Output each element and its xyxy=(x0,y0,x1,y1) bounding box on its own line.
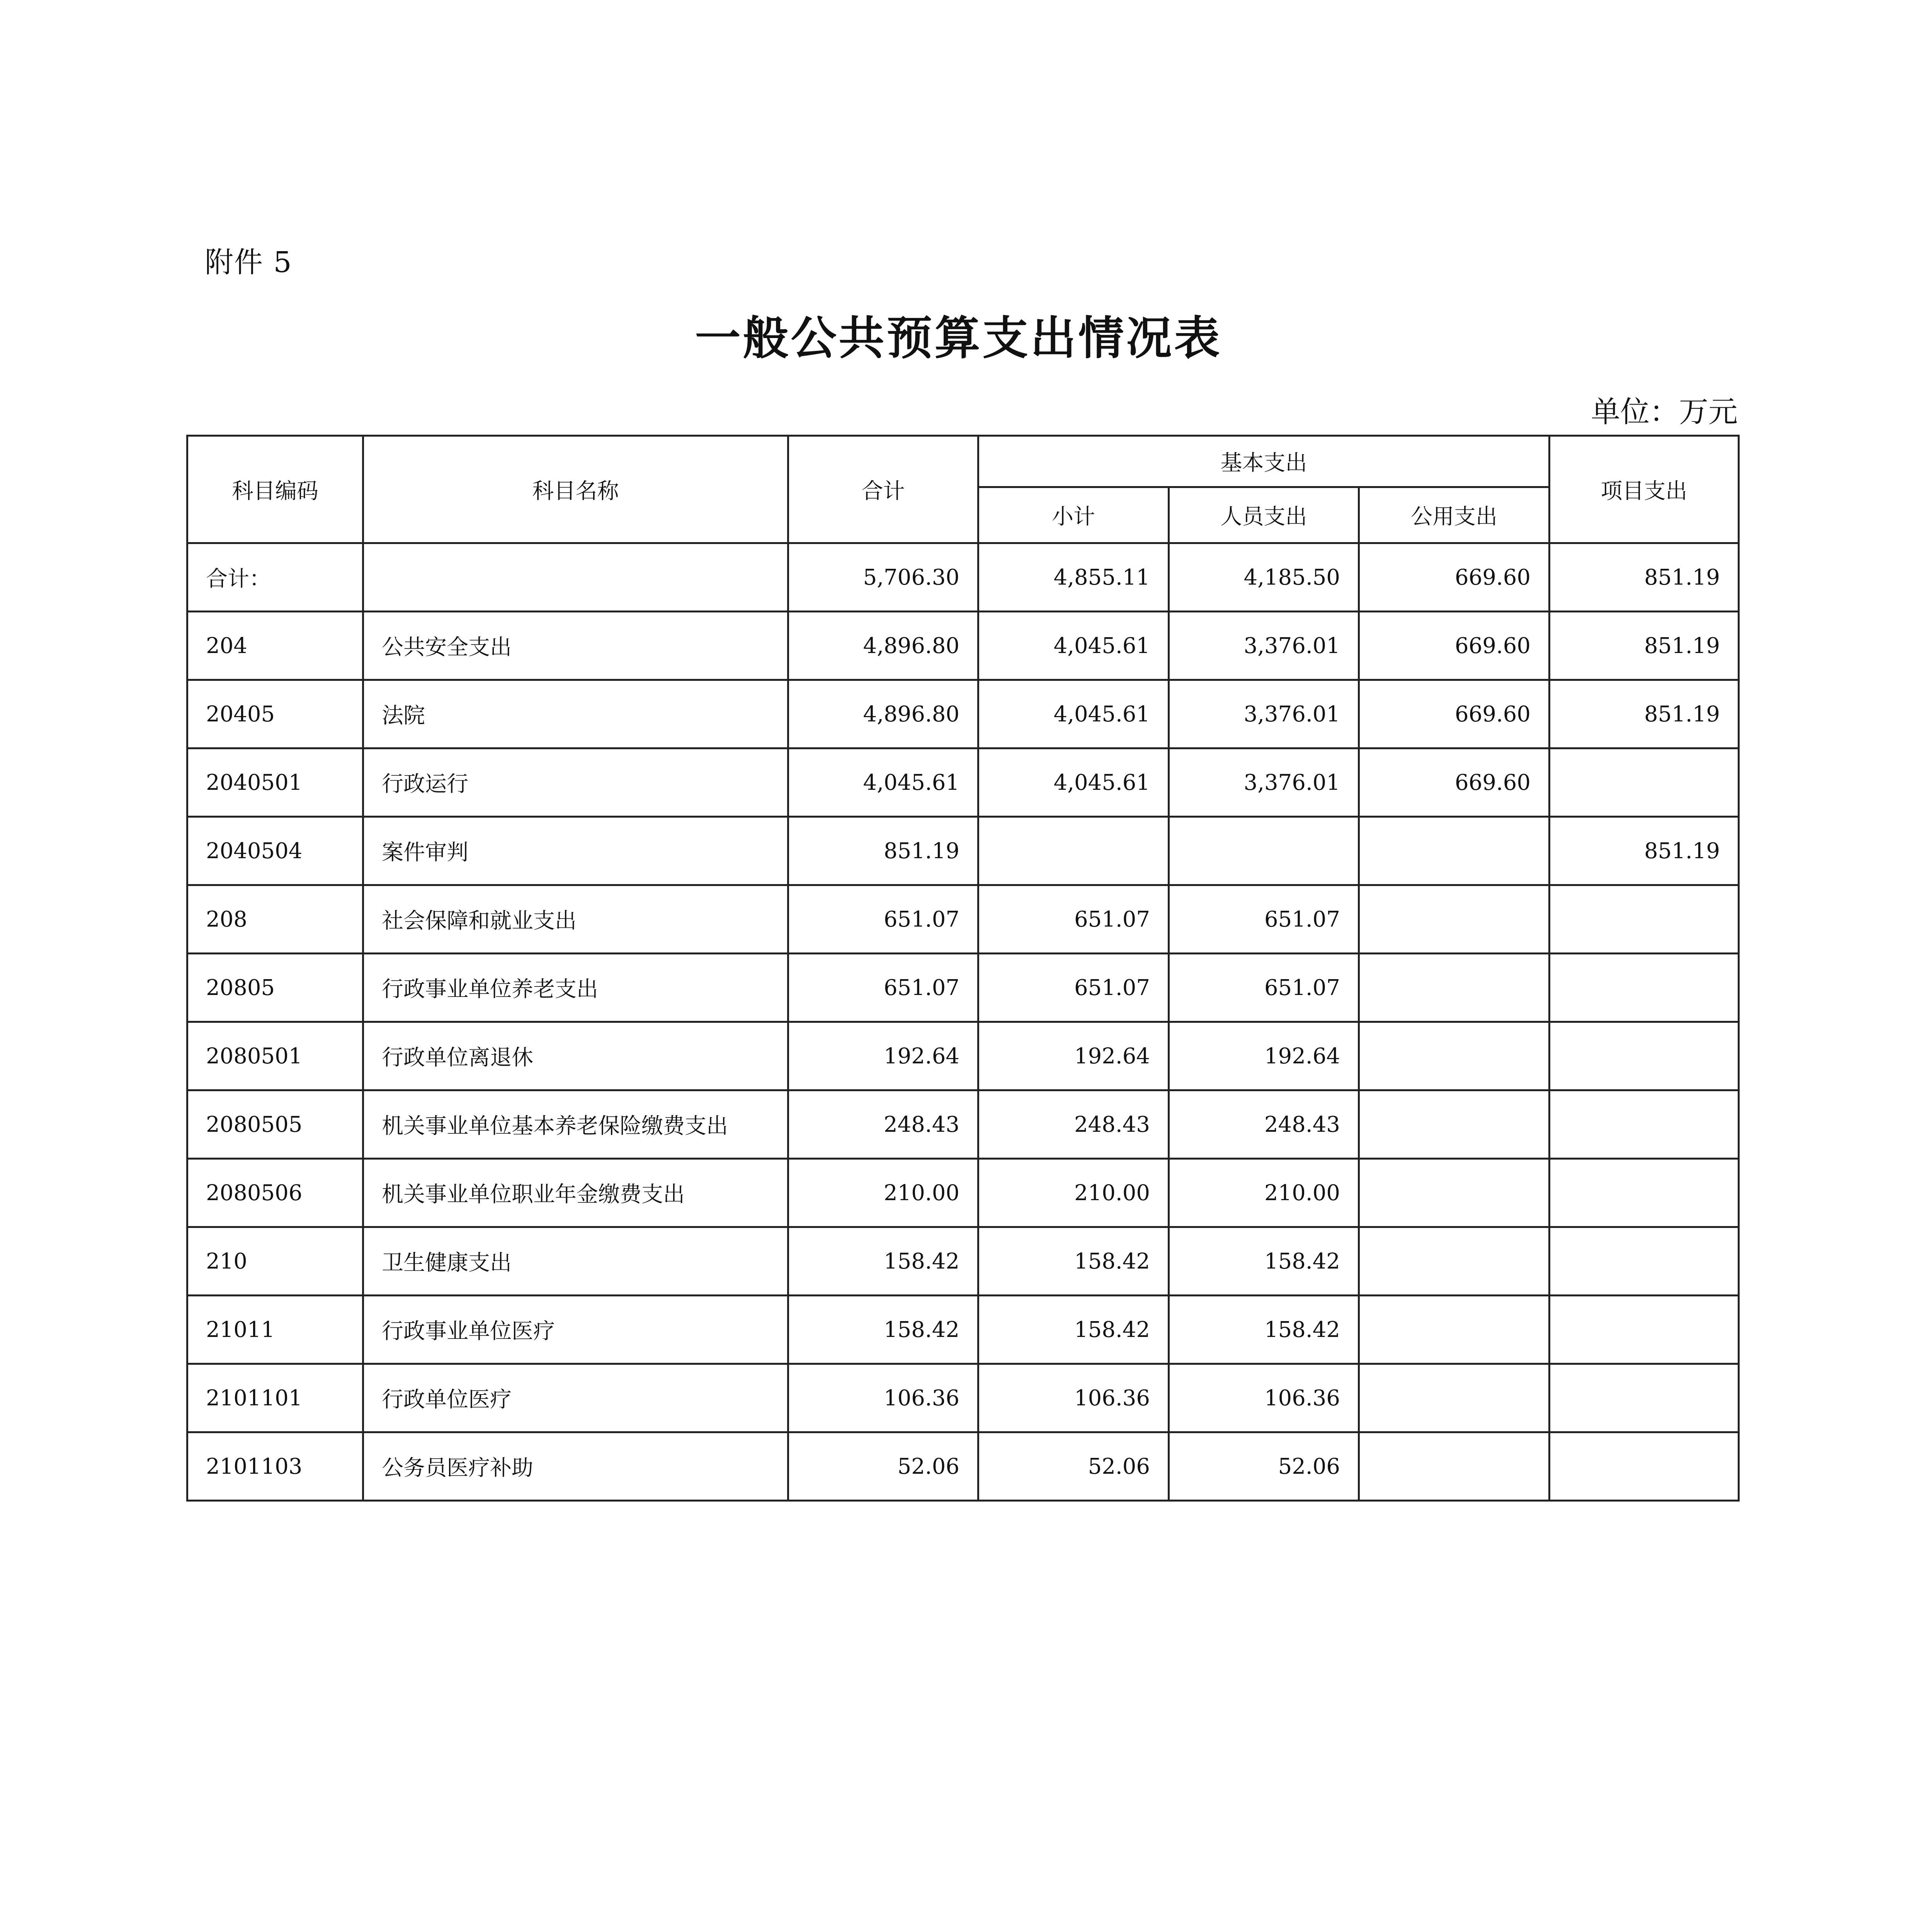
cell-total: 651.07 xyxy=(788,954,978,1022)
cell-subtotal: 4,045.61 xyxy=(978,748,1169,817)
cell-total: 106.36 xyxy=(788,1364,978,1432)
cell-code: 2080501 xyxy=(187,1022,363,1090)
cell-personnel: 106.36 xyxy=(1169,1364,1359,1432)
cell-subtotal: 192.64 xyxy=(978,1022,1169,1090)
cell-code: 208 xyxy=(187,885,363,954)
cell-name: 行政事业单位医疗 xyxy=(363,1296,788,1364)
cell-public xyxy=(1359,1364,1550,1432)
cell-public: 669.60 xyxy=(1359,748,1550,817)
cell-total: 210.00 xyxy=(788,1159,978,1227)
cell-public xyxy=(1359,817,1550,885)
cell-code: 2101103 xyxy=(187,1432,363,1501)
cell-code: 210 xyxy=(187,1227,363,1296)
cell-project xyxy=(1550,1364,1739,1432)
table-row xyxy=(187,612,1739,680)
table-row xyxy=(187,1159,1739,1227)
cell-total: 4,045.61 xyxy=(788,748,978,817)
cell-name: 机关事业单位职业年金缴费支出 xyxy=(363,1159,788,1227)
header-basic-subtotal: 小计 xyxy=(978,487,1169,543)
table-row xyxy=(187,1432,1739,1501)
header-code: 科目编码 xyxy=(187,436,363,543)
cell-subtotal: 158.42 xyxy=(978,1227,1169,1296)
cell-subtotal: 210.00 xyxy=(978,1159,1169,1227)
cell-total: 192.64 xyxy=(788,1022,978,1090)
header-name: 科目名称 xyxy=(363,436,788,543)
cell-name: 公务员医疗补助 xyxy=(363,1432,788,1501)
cell-project: 851.19 xyxy=(1550,543,1739,612)
cell-personnel: 3,376.01 xyxy=(1169,612,1359,680)
attachment-label: 附件 5 xyxy=(205,246,293,279)
cell-personnel: 158.42 xyxy=(1169,1296,1359,1364)
cell-total: 158.42 xyxy=(788,1227,978,1296)
cell-total: 5,706.30 xyxy=(788,543,978,612)
cell-code: 2080506 xyxy=(187,1159,363,1227)
cell-project xyxy=(1550,885,1739,954)
cell-total: 851.19 xyxy=(788,817,978,885)
cell-code: 20805 xyxy=(187,954,363,1022)
header-basic-public: 公用支出 xyxy=(1359,487,1550,543)
cell-project xyxy=(1550,1432,1739,1501)
cell-project: 851.19 xyxy=(1550,612,1739,680)
cell-subtotal: 106.36 xyxy=(978,1364,1169,1432)
cell-code: 2040504 xyxy=(187,817,363,885)
cell-total: 4,896.80 xyxy=(788,612,978,680)
cell-code: 2101101 xyxy=(187,1364,363,1432)
cell-code: 21011 xyxy=(187,1296,363,1364)
cell-personnel: 248.43 xyxy=(1169,1090,1359,1159)
table-row xyxy=(187,543,1739,612)
cell-personnel: 3,376.01 xyxy=(1169,748,1359,817)
cell-personnel: 3,376.01 xyxy=(1169,680,1359,748)
cell-code: 204 xyxy=(187,612,363,680)
cell-code: 20405 xyxy=(187,680,363,748)
cell-name: 行政运行 xyxy=(363,748,788,817)
cell-public xyxy=(1359,1022,1550,1090)
cell-project xyxy=(1550,1022,1739,1090)
cell-total: 651.07 xyxy=(788,885,978,954)
cell-name: 行政单位离退休 xyxy=(363,1022,788,1090)
table-row xyxy=(187,748,1739,817)
cell-public xyxy=(1359,1432,1550,1501)
cell-project xyxy=(1550,1159,1739,1227)
cell-personnel: 52.06 xyxy=(1169,1432,1359,1501)
cell-public xyxy=(1359,1296,1550,1364)
table-header-row xyxy=(187,436,1739,487)
cell-project xyxy=(1550,954,1739,1022)
cell-name: 行政事业单位养老支出 xyxy=(363,954,788,1022)
cell-subtotal: 651.07 xyxy=(978,954,1169,1022)
cell-total: 52.06 xyxy=(788,1432,978,1501)
cell-total: 248.43 xyxy=(788,1090,978,1159)
cell-code: 2080505 xyxy=(187,1090,363,1159)
cell-personnel: 651.07 xyxy=(1169,885,1359,954)
table-row xyxy=(187,1022,1739,1090)
cell-subtotal: 158.42 xyxy=(978,1296,1169,1364)
cell-project: 851.19 xyxy=(1550,680,1739,748)
table-row xyxy=(187,680,1739,748)
cell-personnel: 158.42 xyxy=(1169,1227,1359,1296)
header-basic: 基本支出 xyxy=(978,436,1550,487)
cell-subtotal: 52.06 xyxy=(978,1432,1169,1501)
table-row xyxy=(187,817,1739,885)
table-row xyxy=(187,1227,1739,1296)
cell-total: 4,896.80 xyxy=(788,680,978,748)
cell-project: 851.19 xyxy=(1550,817,1739,885)
header-total: 合计 xyxy=(788,436,978,543)
page-title: 一般公共预算支出情况表 xyxy=(695,311,1222,365)
budget-table xyxy=(186,435,1740,1502)
table-body xyxy=(187,543,1739,1501)
table-row xyxy=(187,885,1739,954)
cell-public: 669.60 xyxy=(1359,680,1550,748)
cell-public xyxy=(1359,954,1550,1022)
cell-personnel: 651.07 xyxy=(1169,954,1359,1022)
cell-public xyxy=(1359,885,1550,954)
cell-name: 公共安全支出 xyxy=(363,612,788,680)
cell-public xyxy=(1359,1090,1550,1159)
cell-name xyxy=(363,543,788,612)
cell-subtotal: 4,855.11 xyxy=(978,543,1169,612)
cell-code: 合计： xyxy=(187,543,363,612)
cell-project xyxy=(1550,1296,1739,1364)
cell-name: 卫生健康支出 xyxy=(363,1227,788,1296)
cell-name: 案件审判 xyxy=(363,817,788,885)
cell-public: 669.60 xyxy=(1359,543,1550,612)
cell-name: 机关事业单位基本养老保险缴费支出 xyxy=(363,1090,788,1159)
cell-subtotal: 248.43 xyxy=(978,1090,1169,1159)
cell-subtotal: 4,045.61 xyxy=(978,680,1169,748)
cell-public xyxy=(1359,1227,1550,1296)
header-project: 项目支出 xyxy=(1550,436,1739,543)
cell-personnel xyxy=(1169,817,1359,885)
cell-public: 669.60 xyxy=(1359,612,1550,680)
cell-personnel: 210.00 xyxy=(1169,1159,1359,1227)
table-row xyxy=(187,954,1739,1022)
cell-project xyxy=(1550,1227,1739,1296)
cell-personnel: 192.64 xyxy=(1169,1022,1359,1090)
table-row xyxy=(187,1296,1739,1364)
table-row xyxy=(187,1364,1739,1432)
cell-public xyxy=(1359,1159,1550,1227)
cell-subtotal xyxy=(978,817,1169,885)
cell-name: 行政单位医疗 xyxy=(363,1364,788,1432)
cell-name: 法院 xyxy=(363,680,788,748)
cell-code: 2040501 xyxy=(187,748,363,817)
header-basic-personnel: 人员支出 xyxy=(1169,487,1359,543)
cell-project xyxy=(1550,748,1739,817)
unit-label: 单位：万元 xyxy=(1591,395,1738,429)
cell-project xyxy=(1550,1090,1739,1159)
cell-subtotal: 651.07 xyxy=(978,885,1169,954)
table-row xyxy=(187,1090,1739,1159)
cell-name: 社会保障和就业支出 xyxy=(363,885,788,954)
cell-personnel: 4,185.50 xyxy=(1169,543,1359,612)
cell-subtotal: 4,045.61 xyxy=(978,612,1169,680)
cell-total: 158.42 xyxy=(788,1296,978,1364)
